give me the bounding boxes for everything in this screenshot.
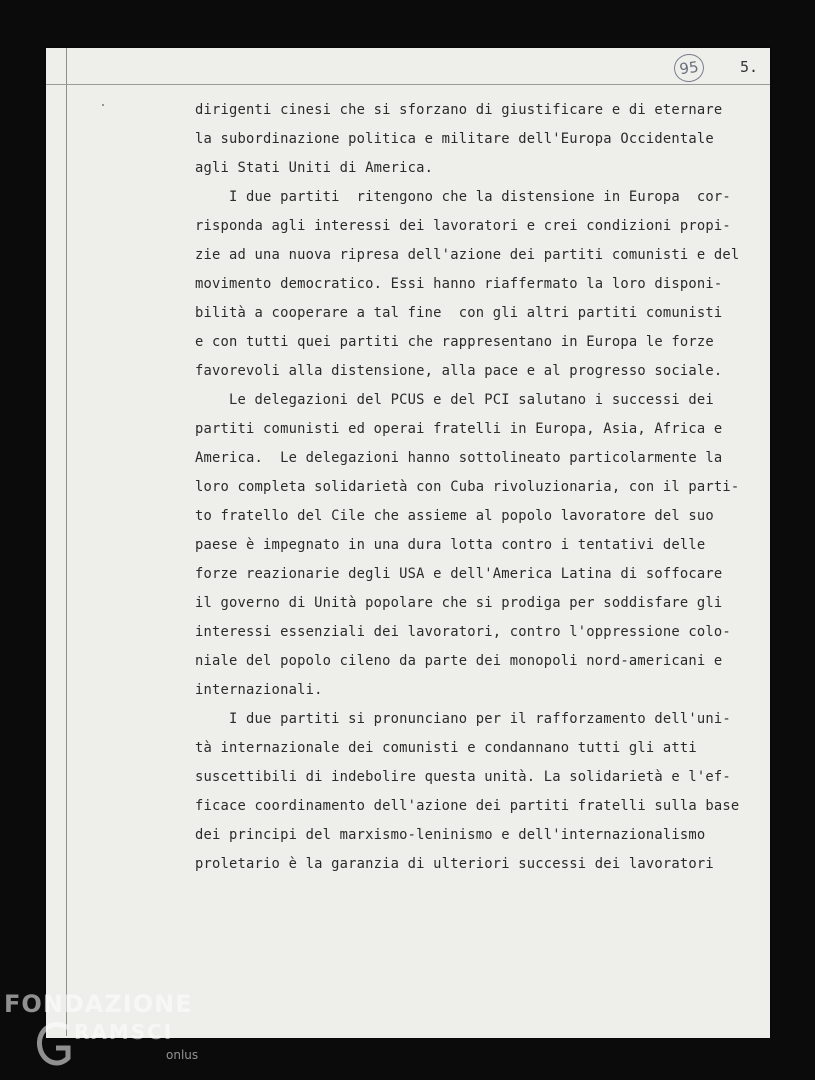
body-text	[195, 96, 770, 879]
text-line: dei principi del marxismo-leninismo e dell'internazionalismo	[195, 827, 706, 843]
text-line: interessi essenziali dei lavoratori, contro l'oppressione colo-	[195, 624, 731, 640]
text-line: ficace coordinamento dell'azione dei partiti fratelli sulla base	[195, 798, 740, 814]
watermark-line-3: onlus	[166, 1048, 199, 1062]
watermark-line-1: FONDAZIONE	[4, 990, 193, 1018]
text-line: I due partiti ritengono che la distensione in Europa cor-	[195, 189, 731, 205]
text-line: loro completa solidarietà con Cuba rivoluzionaria, con il parti-	[195, 479, 740, 495]
text-line: suscettibili di indebolire questa unità. La solidarietà e l'ef-	[195, 769, 731, 785]
text-line: il governo di Unità popolare che si prodiga per soddisfare gli	[195, 595, 723, 611]
text-line: tà internazionale dei comunisti e condannano tutti gli atti	[195, 740, 697, 756]
foundation-watermark	[0, 990, 230, 1080]
text-line: la subordinazione politica e militare dell'Europa Occidentale	[195, 131, 714, 147]
watermark-g-logo-icon	[34, 1020, 74, 1072]
text-line: forze reazionarie degli USA e dell'America Latina di soffocare	[195, 566, 723, 582]
page-number: 5.	[740, 58, 759, 76]
text-line: e con tutti quei partiti che rappresentano in Europa le forze	[195, 334, 714, 350]
typewritten-page	[46, 48, 770, 1038]
text-line: internazionali.	[195, 682, 323, 698]
text-line: agli Stati Uniti di America.	[195, 160, 434, 176]
text-line: risponda agli interessi dei lavoratori e crei condizioni propi-	[195, 218, 731, 234]
watermark-line-2: RAMSCI	[74, 1020, 174, 1044]
text-line: to fratello del Cile che assieme al popolo lavoratore del suo	[195, 508, 714, 524]
text-line: niale del popolo cileno da parte dei monopoli nord-americani e	[195, 653, 723, 669]
text-line: favorevoli alla distensione, alla pace e al progresso sociale.	[195, 363, 723, 379]
text-line: America. Le delegazioni hanno sottolineato particolarmente la	[195, 450, 723, 466]
archive-stamp: 95	[672, 52, 706, 84]
paper-mark	[102, 104, 104, 106]
text-line: I due partiti si pronunciano per il rafforzamento dell'uni-	[195, 711, 731, 727]
text-line: paese è impegnato in una dura lotta contro i tentativi delle	[195, 537, 706, 553]
text-line: proletario è la garanzia di ulteriori successi dei lavoratori	[195, 856, 714, 872]
text-line: dirigenti cinesi che si sforzano di giustificare e di eternare	[195, 102, 723, 118]
margin-line	[66, 48, 67, 1036]
header-rule	[46, 84, 770, 85]
text-line: zie ad una nuova ripresa dell'azione dei partiti comunisti e del	[195, 247, 740, 263]
text-line: movimento democratico. Essi hanno riaffermato la loro disponi-	[195, 276, 723, 292]
text-line: partiti comunisti ed operai fratelli in Europa, Asia, Africa e	[195, 421, 723, 437]
text-line: Le delegazioni del PCUS e del PCI salutano i successi dei	[195, 392, 714, 408]
text-line: bilità a cooperare a tal fine con gli altri partiti comunisti	[195, 305, 723, 321]
